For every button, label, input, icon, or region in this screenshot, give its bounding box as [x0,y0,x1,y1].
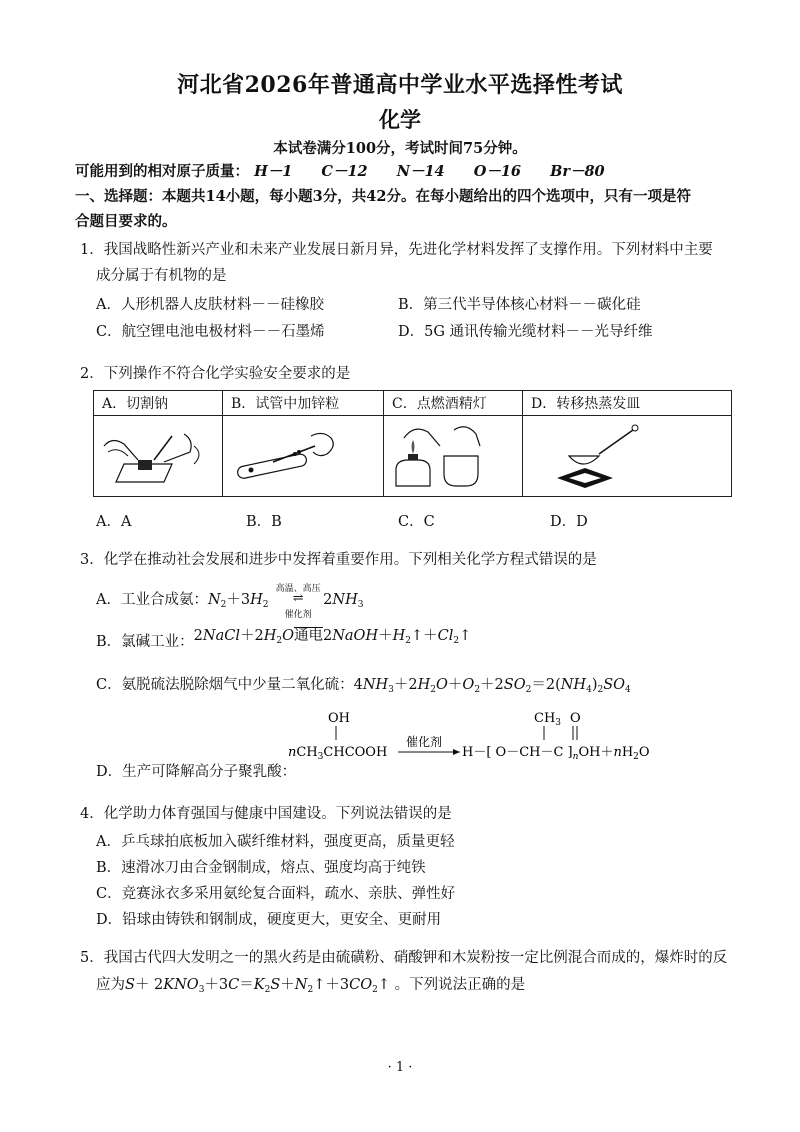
q1-stem-line1: 1．我国战略性新兴产业和未来产业发展日新月异，先进化学材料发挥了支撑作用。下列材料中主要 [80,242,713,258]
q1-option-c: C．航空锂电池电极材料－－石墨烯 [96,324,325,340]
q5-stem-line2: 应为$S+ 2KNO_3+3C=K_2S+N_2↑+3CO_2↑$ 。下列说法正确的是 [96,977,526,995]
q2-option-c: C．C [398,514,435,530]
q3-option-a: A．工业合成氨：$N_2+3H_2$ 高温、高压 ⇌ 催化剂 $2NH_3$ [96,585,363,615]
atomic-masses-label: 可能用到的相对原子质量： [75,163,249,180]
q5-suffix: 。下列说法正确的是 [394,977,526,993]
q3-option-a-label: A．工业合成氨： [96,592,208,608]
q4-stem: 4．化学助力体育强国与健康中国建设。下列说法错误的是 [80,806,452,822]
q3-option-d-label: D．生产可降解高分子聚乳酸： [96,764,297,780]
q5-stem-line1: 5．我国古代四大发明之一的黑火药是由硫磺粉、硝酸钾和木炭粉按一定比例混合而成的，爆炸时的反 [80,950,728,966]
q3-option-b: B．氯碱工业：$2NaCl+2H_2O$通电$2NaOH+H_2↑+Cl_2↑$ [96,628,472,650]
q2-header-c: C．点燃酒精灯 [384,391,523,416]
q3-b-cond: 通电 [293,628,323,644]
q2-header-d: D．转移热蒸发皿 [523,391,732,416]
atomic-mass-o: O－16 [473,163,522,180]
q1-option-b: B．第三代半导体核心材料－－碳化硅 [398,297,641,313]
d-oh-text: OH [328,711,350,726]
d-reactant-text: nCH$_3$CHCOOH [288,745,388,762]
d-product-text: H－[ O－CH－C ]$_nOH+nH_2O$ [462,745,650,762]
d-catalyst-text: 催化剂 [406,735,443,749]
d-o-text: O [570,711,581,726]
q5-prefix: 应为 [96,977,125,993]
section-heading-line1: 一、选择题：本题共14小题，每小题3分，共42分。在每小题给出的四个选项中，只有一项是符 [75,188,691,205]
q2-header-a: A．切割钠 [94,391,223,416]
q3-option-b-label: B．氯碱工业： [96,634,194,650]
section-heading-line2: 合题目要求的。 [75,213,177,230]
lighting-alcohol-lamp-illustration [384,416,512,492]
q4-option-d: D．铅球由铸铁和钢制成，硬度更大，更安全、更耐用 [96,912,442,928]
polylactic-acid-equation [288,708,688,768]
q3-a-cond-bot: 催化剂 [284,610,312,620]
q4-option-a: A．乒乓球拍底板加入碳纤维材料，强度更高，质量更轻 [96,834,455,850]
q2-option-b: B．B [246,514,282,530]
atomic-masses [75,160,605,181]
q2-pic-d [523,416,732,497]
q2-option-a: A．A [96,514,132,530]
q3-a-cond-top: 高温、高压 [275,584,321,594]
page-number: · 1 · [387,1060,413,1075]
q3-option-a-conditions [275,584,321,620]
q2-pic-c [384,416,523,497]
q3-option-c-label: C．氨脱硫法脱除烟气中少量二氧化硫： [96,677,354,693]
atomic-mass-n: N－14 [396,163,445,180]
q2-pic-a [94,416,223,497]
exam-subject: 化学 [379,107,421,132]
q2-stem: 2．下列操作不符合化学实验安全要求的是 [80,366,351,382]
q2-pic-b [223,416,384,497]
q2-option-d: D．D [550,514,588,530]
atomic-mass-br: Br－80 [550,163,605,180]
exam-title: 河北省2026年普通高中学业水平选择性考试 [177,72,623,98]
moving-hot-dish-illustration [523,416,721,492]
atomic-mass-h: H－1 [254,163,293,180]
cutting-sodium-illustration [94,416,222,492]
q1-stem-line2: 成分属于有机物的是 [96,268,227,284]
q2-header-b: B．试管中加锌粒 [223,391,384,416]
q3-stem: 3．化学在推动社会发展和进步中发挥着重要作用。下列相关化学方程式错误的是 [80,552,597,568]
q4-option-b: B．速滑冰刀由合金钢制成，熔点、强度均高于纯铁 [96,860,426,876]
q3-option-c: C．氨脱硫法脱除烟气中少量二氧化硫：$4NH_3+2H_2O+O_2+2SO_2=2(NH_4)_2SO_4$ [96,677,631,695]
exam-info: 本试卷满分100分，考试时间75分钟。 [273,140,527,157]
q4-option-c: C．竞赛泳衣多采用氨纶复合面料，疏水、亲肤、弹性好 [96,886,456,902]
q2-lab-table [93,390,732,497]
test-tube-zinc-illustration [223,416,373,492]
d-ch3-text: $CH_3$ [534,711,562,728]
q1-option-d: D．5G 通讯传输光缆材料－－光导纤维 [398,324,653,340]
atomic-mass-c: C－12 [321,163,368,180]
q3-a-cond-mid: ⇌ [292,591,304,606]
q1-option-a: A．人形机器人皮肤材料－－硅橡胶 [96,297,324,313]
